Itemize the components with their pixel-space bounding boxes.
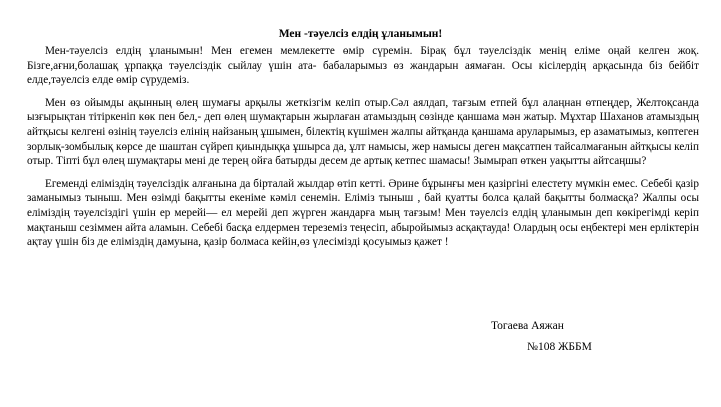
paragraph-1: Мен-тәуелсіз елдің ұланымын! Мен егемен мемлекетте өмір сүремін. Бірақ бұл тәуелсіздік менің еліме оңай келген жоқ. Бізге,ағни,болашақ ұрпаққа тәуелсіздік сыйлау үшін ата- бабаларымыз өз жандарын аямаған. Осы кісілердің арқасында біз бейбіт елде,тәуелсіз елде өмір сүрудеміз. [27, 45, 699, 87]
document-title: Мен -тәуелсіз елдің ұланымын! [278, 28, 443, 40]
paragraph-3: Егеменді еліміздің тәуелсіздік алғанына да бірталай жылдар өтіп кетті. Әрине бұрынғы мен қазіргіні елестету мүмкін емес. Себебі қазір заманымыз тыныш. Мен өзімді бақытты екеніме кәміл сенемін. Еліміз тыныш , бай қуатты болса қалай бақытты болмасқа? Жалпы осы еліміздің тәуелсіздігі үшін ер мерейі— ел мерейі деп жүрген жандарға мың тағзым! Мен тәуелсіз елдің ұланымын деп көкірегімді керіп мақтаныш сезіммен айта аламын. Себебі басқа елдермен тереземіз теңесіп, абыройымыз асқақтауда! Олардың осы еңбектері мен ерліктерін ақтау үшін біз де еліміздің дамуына, қазір болмаса кейін,өз үлесімізді қосуымыз қажет ! [27, 177, 699, 249]
author-name: Тогаева Аяжан [491, 320, 564, 332]
school-name: №108 ЖББМ [527, 341, 592, 353]
paragraph-2: Мен өз ойымды ақынның өлең шумағы арқылы жеткізгім келіп отыр.Сәл аялдап, тағзым етпей бұл алаңнан өтпеңдер, Желтоқсанда ызғырықтан тітіркеніп көк пен бел,- деп өлең шумақтарын жырлаған атамыздың сөзінде қаншама мән жатыр. Мұхтар Шаханов атамыздың айтқысы келгені өзінің тәуелсіз елінің найзаның ұшымен, білектің күшімен жалпы айтқанда қаншама аруларымыз, ер азаматымыз, көптеген зорлық-зомбылық көрсе де шаштан сүйреп қиындыққа ұшырса да, ұлт намысы, жер намысы деген мақсатпен тайсалмағанын айтқысы келіп отыр. Тіпті бұл өлең шумақтары мені де терең ойға батырды десем де артық кетпес шамасы! Зымырап өткен уақытты айтсаңшы? [27, 96, 699, 168]
document-body [27, 44, 699, 258]
